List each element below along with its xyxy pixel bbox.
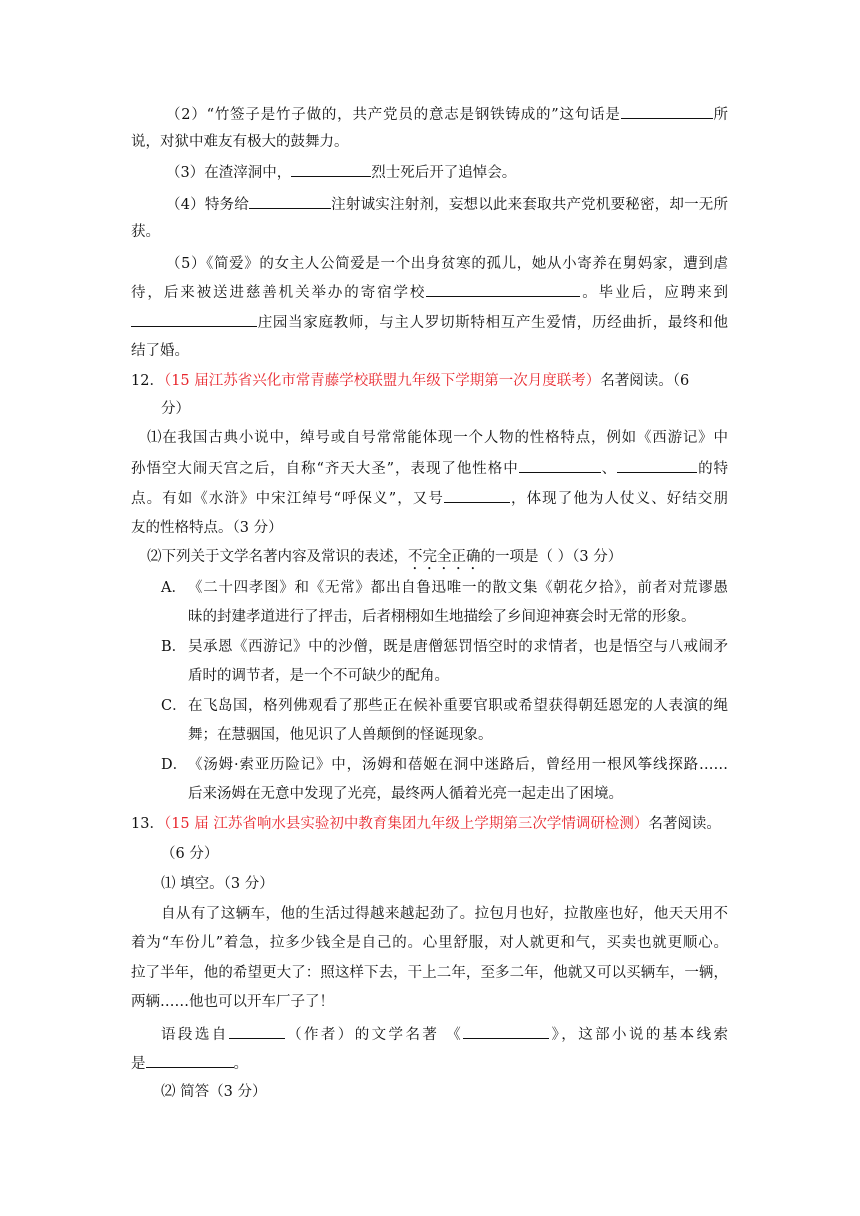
text: 。 xyxy=(233,1056,248,1072)
text: C． xyxy=(161,698,187,714)
q12-option-c-label[interactable] xyxy=(161,696,187,716)
q12-sub1-line3 xyxy=(131,488,728,509)
q13-passage-line1 xyxy=(161,904,728,924)
text: 点。有如《水浒》中宋江绰号“呼保义”，又号 xyxy=(131,491,444,507)
q11-item5-line1 xyxy=(166,254,728,274)
question-number: 12． xyxy=(131,373,164,389)
text: B． xyxy=(161,639,187,655)
text: 昧的封建孝道进行了抨击，后者栩栩如生地描绘了乡间迎神赛会时无常的形象。 xyxy=(188,609,696,625)
question-source: （15 届 江苏省响水县实验初中教育集团九年级上学期第三次学情调研检测） xyxy=(163,816,649,832)
emphasized-text: 不完全正确 xyxy=(408,549,481,565)
text: 语段选自 xyxy=(161,1027,229,1043)
text: 所 xyxy=(712,107,728,123)
answer-blank[interactable] xyxy=(249,194,331,209)
answer-blank[interactable] xyxy=(229,1024,285,1039)
text: （4）特务给 xyxy=(166,197,249,213)
q12-option-d-line1 xyxy=(188,755,728,775)
text: 《汤姆·索亚历险记》中，汤姆和蓓姬在洞中迷路后，曾经用一根风筝线探路…… xyxy=(188,757,728,773)
q12-sub2 xyxy=(147,547,622,573)
q11-item3 xyxy=(166,162,516,183)
text: 《二十四孝图》和《无常》都出自鲁迅唯一的散文集《朝花夕拾》，前者对荒谬愚 xyxy=(188,580,728,596)
text: ⑵下列关于文学名著内容及常识的表述， xyxy=(147,549,408,565)
q12-option-a-line1 xyxy=(188,578,728,598)
question-source: （15 届江苏省兴化市常青藤学校联盟九年级下学期第一次月度联考） xyxy=(163,373,601,389)
text: 在飞岛国，格列佛观看了那些正在候补重要官职或希望获得朝廷恩宠的人表演的绳 xyxy=(188,698,728,714)
q12-option-d-label[interactable] xyxy=(161,755,187,775)
text: （6 分） xyxy=(161,846,219,862)
text: （2）“竹签子是竹子做的，共产党员的意志是钢铁铸成的”这句话是 xyxy=(166,107,621,123)
q13-passage-line3 xyxy=(131,963,728,983)
q12-sub1-line1 xyxy=(147,428,728,448)
q13-passage-line4 xyxy=(131,992,334,1012)
text: 分） xyxy=(161,401,190,417)
q12-option-b-line2 xyxy=(188,666,449,686)
answer-blank[interactable] xyxy=(131,312,257,327)
text: 拉了半年，他的希望更大了：照这样下去，干上二年，至多二年，他就又可以买辆车，一辆， xyxy=(131,965,728,981)
text: 的特 xyxy=(697,461,729,477)
q11-item2-line1 xyxy=(166,104,728,125)
text: 烈士死后开了追悼会。 xyxy=(371,165,517,181)
answer-blank[interactable] xyxy=(519,458,601,473)
q12-option-a-line2 xyxy=(188,607,696,627)
q13-fill-line1 xyxy=(161,1024,728,1045)
text: 着为“车份儿”着急，拉多少钱全是自己的。心里舒服，对人就更和气，买卖也就更顺心。 xyxy=(131,935,728,951)
text: 舞；在慧骃国，他见识了人兽颠倒的怪诞现象。 xyxy=(188,727,493,743)
q12-sub1-line2 xyxy=(131,458,728,479)
q11-item5-line3 xyxy=(131,312,728,333)
q12-option-c-line2 xyxy=(188,725,493,745)
text: 友的性格特点。（3 分） xyxy=(131,520,283,536)
text: 自从有了这辆车，他的生活过得越来越起劲了。拉包月也好，拉散座也好，他天天用不 xyxy=(161,906,728,922)
answer-blank[interactable] xyxy=(146,1053,234,1068)
q11-item4-line2 xyxy=(131,222,160,242)
text: D． xyxy=(161,757,188,773)
q13-fill-line2 xyxy=(131,1053,248,1074)
text: 》，这部小说的基本线索 xyxy=(549,1027,729,1043)
q11-item4-line1 xyxy=(166,194,728,215)
answer-blank[interactable] xyxy=(291,162,371,177)
text: 待，后来被送进慈善机关举办的寄宿学校 xyxy=(131,285,427,301)
q12-option-c-line1 xyxy=(188,696,728,716)
q12-option-a-label[interactable] xyxy=(161,578,186,598)
q13-passage-line2 xyxy=(131,933,728,953)
text: 吴承恩《西游记》中的沙僧，既是唐僧惩罚悟空时的求情者，也是悟空与八戒闹矛 xyxy=(188,639,728,655)
text: （3）在渣滓洞中， xyxy=(166,165,292,181)
text: 庄园当家庭教师，与主人罗切斯特相互产生爱情，历经曲折，最终和他 xyxy=(257,315,728,331)
answer-blank[interactable] xyxy=(463,1024,549,1039)
text: 的一项是（ ）（3 分） xyxy=(480,549,623,565)
q13-sub2-heading xyxy=(161,1082,266,1102)
text: 后来汤姆在无意中发现了光亮，最终两人循着光亮一起走出了困境。 xyxy=(188,786,623,802)
answer-blank[interactable] xyxy=(444,488,510,503)
text: 两辆……他也可以开车厂子了！ xyxy=(131,994,334,1010)
q13-title xyxy=(131,814,721,834)
question-number: 13． xyxy=(131,816,164,832)
q11-item5-line2 xyxy=(131,282,728,303)
text: ⑴ 填空。（3 分） xyxy=(161,876,274,892)
q13-title-cont xyxy=(161,844,218,864)
text: ，体现了他为人仗义、好结交朋 xyxy=(509,491,729,507)
text: （5）《简爱》的女主人公简爱是一个出身贫寒的孤儿，她从小寄养在舅妈家，遭到虐 xyxy=(166,256,728,272)
question-title: 名著阅读。（6 xyxy=(600,373,690,389)
text: 。毕业后，应聘来到 xyxy=(580,285,729,301)
text: 获。 xyxy=(131,224,160,240)
text: 孙悟空大闹天宫之后，自称“齐天大圣”，表现了他性格中 xyxy=(131,461,519,477)
answer-blank[interactable] xyxy=(621,104,713,119)
text: 说，对狱中难友有极大的鼓舞力。 xyxy=(131,134,349,150)
q12-sub1-line4 xyxy=(131,518,283,538)
question-title: 名著阅读。 xyxy=(648,816,721,832)
text: A． xyxy=(161,580,186,596)
q12-title xyxy=(131,371,689,391)
q12-title-cont xyxy=(161,399,190,419)
text: 是 xyxy=(131,1056,146,1072)
text: ⑴在我国古典小说中，绰号或自号常常能体现一个人物的性格特点，例如《西游记》中 xyxy=(147,430,728,446)
q12-option-d-line2 xyxy=(188,784,623,804)
text: （作者）的文学名著 《 xyxy=(284,1027,464,1043)
text: 结了婚。 xyxy=(131,343,189,359)
answer-blank[interactable] xyxy=(426,282,580,297)
text: 、 xyxy=(600,461,618,477)
q12-option-b-label[interactable] xyxy=(161,637,186,657)
text: ⑵ 简答（3 分） xyxy=(161,1084,267,1100)
q13-sub1-heading xyxy=(161,874,274,894)
q12-option-b-line1 xyxy=(188,637,728,657)
text: 盾时的调节者，是一个不可缺少的配角。 xyxy=(188,668,449,684)
answer-blank[interactable] xyxy=(617,458,697,473)
text: 注射诚实注射剂，妄想以此来套取共产党机要秘密，却一无所 xyxy=(330,197,729,213)
q11-item2-line2 xyxy=(131,132,349,152)
q11-item5-line4 xyxy=(131,341,189,361)
